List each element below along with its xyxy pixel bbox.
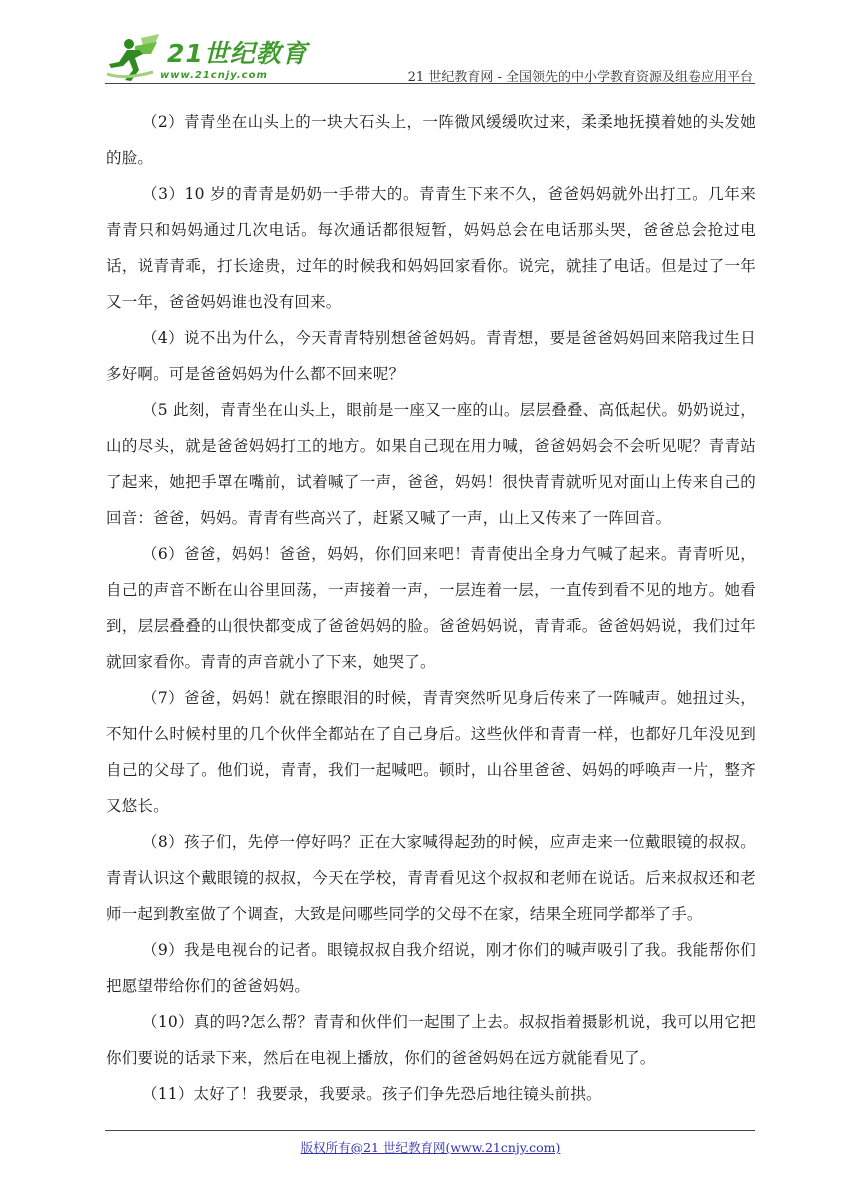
copyright-link[interactable]: 版权所有@21 世纪教育网(www.21cnjy.com)	[300, 1140, 561, 1155]
paragraph-9: （9）我是电视台的记者。眼镜叔叔自我介绍说，刚才你们的喊声吸引了我。我能帮你们把愿望带给你们的爸爸妈妈。	[106, 941, 756, 995]
logo-url: www.21cnjy.com	[160, 70, 268, 81]
running-figure-icon	[105, 34, 167, 82]
paragraph-2: （2）青青坐在山头上的一块大石头上，一阵微风缓缓吹过来，柔柔地抚摸着她的头发她的脸。	[106, 113, 756, 167]
document-body	[106, 104, 756, 1112]
header-divider	[105, 83, 755, 84]
paragraph-8: （8）孩子们，先停一停好吗？正在大家喊得起劲的时候，应声走来一位戴眼镜的叔叔。青青认识这个戴眼镜的叔叔，今天在学校，青青看见这个叔叔和老师在说话。后来叔叔还和老师一起到教室做了个调查，大致是问哪些同学的父母不在家，结果全班同学都举了手。	[106, 833, 756, 923]
paragraph-4: （4）说不出为什么，今天青青特别想爸爸妈妈。青青想，要是爸爸妈妈回来陪我过生日多好啊。可是爸爸妈妈为什么都不回来呢？	[106, 329, 756, 383]
site-logo[interactable]	[105, 34, 308, 82]
paragraph-7: （7）爸爸，妈妈！就在擦眼泪的时候，青青突然听见身后传来了一阵喊声。她扭过头，不知什么时候村里的几个伙伴全都站在了自己身后。这些伙伴和青青一样，也都好几年没见到自己的父母了。他们说，青青，我们一起喊吧。顿时，山谷里爸爸、妈妈的呼唤声一片，整齐又悠长。	[106, 689, 756, 815]
page-header	[105, 28, 755, 84]
paragraph-5: （5 此刻，青青坐在山头上，眼前是一座又一座的山。层层叠叠、高低起伏。奶奶说过，山的尽头，就是爸爸妈妈打工的地方。如果自己现在用力喊，爸爸妈妈会不会听见呢？青青站了起来，她把手罩在嘴前，试着喊了一声，爸爸，妈妈！很快青青就听见对面山上传来自己的回音：爸爸，妈妈。青青有些高兴了，赶紧又喊了一声，山上又传来了一阵回音。	[106, 401, 756, 527]
paragraph-11: （11）太好了！我要录，我要录。孩子们争先恐后地往镜头前拱。	[142, 1085, 602, 1103]
header-tagline: 21 世纪教育网 - 全国领先的中小学教育资源及组卷应用平台	[407, 70, 753, 85]
paragraph-10: （10）真的吗?怎么帮？青青和伙伴们一起围了上去。叔叔指着摄影机说，我可以用它把你们要说的话录下来，然后在电视上播放，你们的爸爸妈妈在远方就能看见了。	[106, 1013, 756, 1067]
paragraph-6: （6）爸爸，妈妈！爸爸，妈妈，你们回来吧！青青使出全身力气喊了起来。青青听见，自己的声音不断在山谷里回荡，一声接着一声，一层连着一层，一直传到看不见的地方。她看到，层层叠叠的山很快都变成了爸爸妈妈的脸。爸爸妈妈说，青青乖。爸爸妈妈说，我们过年就回家看你。青青的声音就小了下来，她哭了。	[106, 545, 756, 671]
logo-wordmark: 21世纪教育	[167, 39, 308, 68]
paragraph-3: （3）10 岁的青青是奶奶一手带大的。青青生下来不久，爸爸妈妈就外出打工。几年来青青只和妈妈通过几次电话。每次通话都很短暂，妈妈总会在电话那头哭，爸爸总会抢过电话，说青青乖，打长途贵，过年的时候我和妈妈回家看你。说完，就挂了电话。但是过了一年又一年，爸爸妈妈谁也没有回来。	[106, 185, 756, 311]
footer-divider	[105, 1130, 755, 1131]
